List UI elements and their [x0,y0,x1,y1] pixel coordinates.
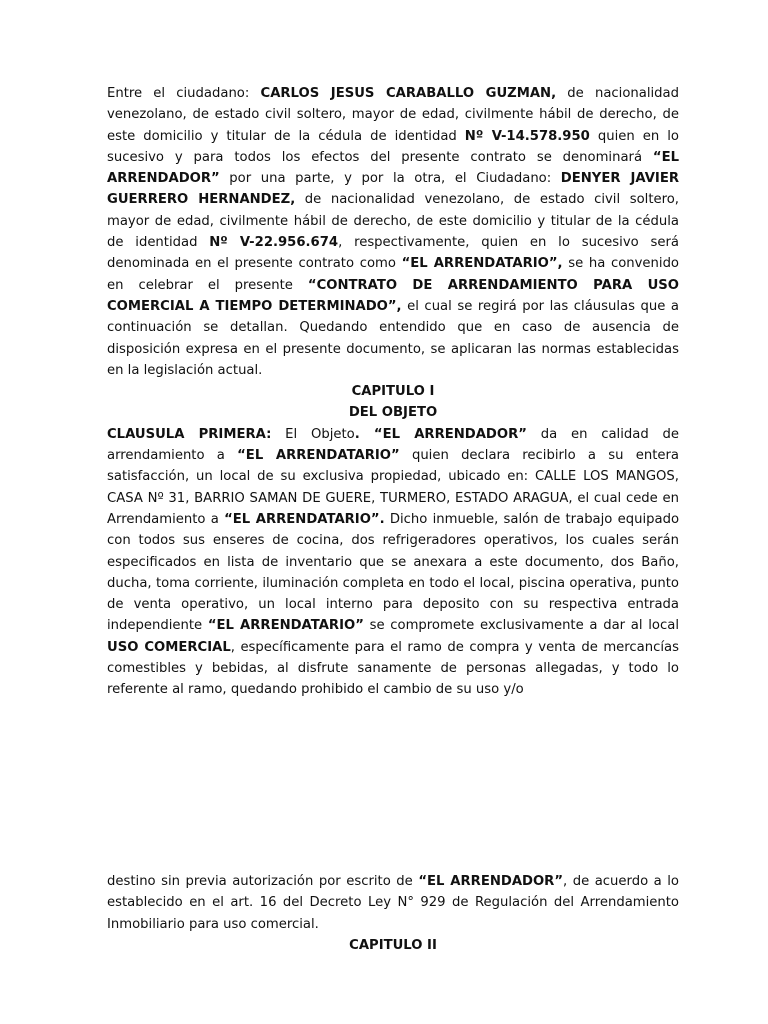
arrendatario-id: Nº V-22.956.674 [209,235,339,251]
chapter-1-subtitle: DEL OBJETO [348,405,438,421]
clause-1-heading: CLAUSULA PRIMERA: [107,426,272,442]
arrendador-name: CARLOS JESUS CARABALLO GUZMAN, [260,86,557,101]
arrendatario-term: “EL ARRENDATARIO”, [401,256,563,272]
arrendador-id: Nº V-14.578.950 [464,128,590,144]
uso-comercial: USO COMERCIAL [107,639,231,655]
contract-type: “CONTRATO DE ARRENDAMIENTO PARA USO COMERCIAL A TIEMPO DETERMINADO”, [107,277,679,314]
arrendatario-name: DENYER JAVIER GUERRERO HERNANDEZ, [107,171,679,208]
clause-1-paragraph: CLAUSULA PRIMERA: El Objeto. “EL ARRENDADOR” da en calidad de arrendamiento a “EL ARRENDATARIO” quien declara recibirlo a su entera satisfacción, un local de su exclusiva propiedad, ubicado en: CALLE LOS MANGOS, CASA Nº 31, BARRIO SAMAN DE GUERE, TURMERO, ESTADO ARAGUA, el cual cede en Arrendamiento a “EL ARRENDATARIO”. Dicho inmueble, salón de trabajo equipado con todos sus enseres de cocina, dos refrigeradores operativos, los cuales serán especificados en lista de inventario que se anexara a este documento, dos Baño, ducha, toma corriente, iluminación completa en todo el local, piscina operativa, punto de venta operativo, un local interno para deposito con su respectiva entrada independiente “EL ARRENDATARIO” se compromete exclusivamente a dar al local USO COMERCIAL, específicamente para el ramo de compra y venta de mercancías comestibles y bebidas, al disfrute sanamente de personas allegadas, y todo lo referente al ramo, quedando prohibido el cambio de su uso y/o [107,426,680,698]
continuation-paragraph: destino sin previa autorización por escrito de “EL ARRENDADOR”, de acuerdo a lo establecido en el art. 16 del Decreto Ley N° 929 de Regulación del Arrendamiento Inmobiliario para uso comercial. [107,874,679,932]
intro-paragraph: Entre el ciudadano: CARLOS JESUS CARABALLO GUZMAN, de nacionalidad venezolano, de estado civil soltero, mayor de edad, civilmente hábil de derecho, de este domicilio y titular de la cédula de identidad Nº V-14.578.950 quien en lo sucesivo y para todos los efectos del presente contrato se denominará “EL ARRENDADOR” por una parte, y por la otra, el Ciudadano: DENYER JAVIER GUERRERO HERNANDEZ, de nacionalidad venezolano, de estado civil soltero, mayor de edad, civilmente hábil de derecho, de este domicilio y titular de la cédula de identidad Nº V-22.956.674, respectivamente, quien en lo sucesivo será denominada en el presente contrato como “EL ARRENDATARIO”, se ha convenido en celebrar el presente “CONTRATO DE ARRENDAMIENTO PARA USO COMERCIAL A TIEMPO DETERMINADO”, el cual se regirá por las cláusulas que a continuación se detallan. Quedando entendido que en caso de ausencia de disposición expresa en el presente documento, se aplicaran las normas establecidas en la legislación actual. [107,86,680,378]
document-body-bottom [107,871,679,956]
document-body-top [107,83,679,701]
arrendador-term: “EL ARRENDADOR” [107,149,679,187]
chapter-2-title: CAPITULO II [349,937,437,953]
chapter-1-title: CAPITULO I [351,384,435,400]
